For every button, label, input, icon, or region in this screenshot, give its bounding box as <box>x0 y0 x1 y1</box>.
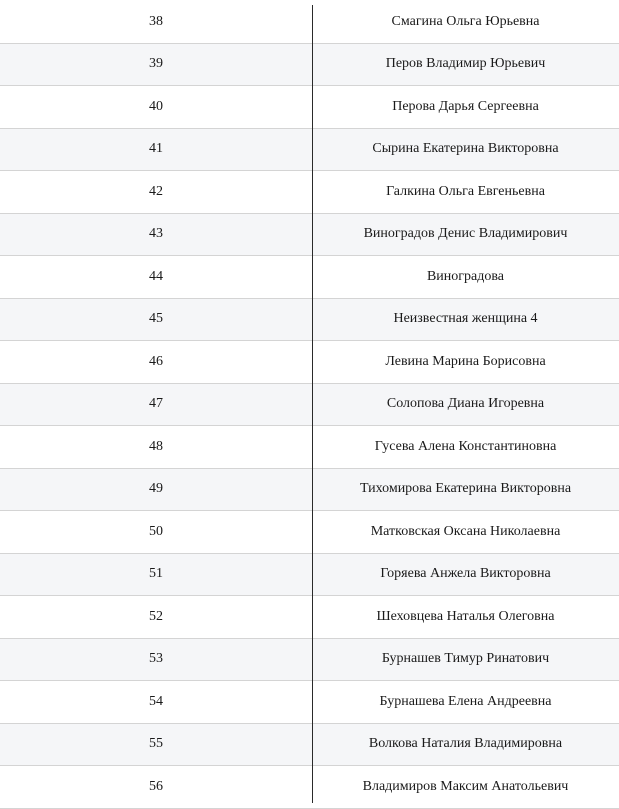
table-row <box>0 681 619 724</box>
person-name: Сырина Екатерина Викторовна <box>372 141 559 157</box>
row-number: 53 <box>149 651 163 667</box>
row-number: 40 <box>149 98 163 114</box>
row-number: 45 <box>149 311 163 327</box>
table-row <box>0 426 619 469</box>
person-name: Виноградова <box>426 268 505 284</box>
row-number: 55 <box>149 736 163 752</box>
table-row <box>0 171 619 214</box>
person-name: Горяева Анжела Викторовна <box>380 566 551 582</box>
row-number: 47 <box>149 396 163 412</box>
row-number: 38 <box>149 13 163 29</box>
person-name: Левина Марина Борисовна <box>385 353 546 369</box>
table-row <box>0 639 619 682</box>
table-row <box>0 596 619 639</box>
row-number: 52 <box>149 608 163 624</box>
person-name: Шеховцева Наталья Олеговна <box>376 608 555 624</box>
person-name: Владимиров Максим Анатольевич <box>362 778 569 794</box>
table-row <box>0 44 619 87</box>
person-name: Перова Дарья Сергеевна <box>392 98 539 114</box>
table-row <box>0 214 619 257</box>
person-name: Солопова Диана Игоревна <box>386 396 545 412</box>
person-name: Тихомирова Екатерина Викторовна <box>359 481 572 497</box>
table-row <box>0 256 619 299</box>
table-row <box>0 766 619 809</box>
row-number: 54 <box>149 693 163 709</box>
row-number: 39 <box>149 56 163 72</box>
person-name: Неизвестная женщина 4 <box>393 311 538 327</box>
person-name: Волкова Наталия Владимировна <box>368 736 563 752</box>
table-row <box>0 341 619 384</box>
table-row <box>0 299 619 342</box>
table-row <box>0 384 619 427</box>
person-name: Матковская Оксана Николаевна <box>370 523 561 539</box>
column-divider <box>312 5 313 803</box>
row-number: 43 <box>149 226 163 242</box>
table-row <box>0 469 619 512</box>
row-number: 51 <box>149 566 163 582</box>
row-number: 56 <box>149 778 163 794</box>
table-row <box>0 724 619 767</box>
person-name: Бурнашева Елена Андреевна <box>379 693 552 709</box>
table-row <box>0 129 619 172</box>
row-number: 44 <box>149 268 163 284</box>
table-row <box>0 86 619 129</box>
row-number: 46 <box>149 353 163 369</box>
table-row <box>0 554 619 597</box>
row-number: 48 <box>149 438 163 454</box>
person-name: Перов Владимир Юрьевич <box>385 56 546 72</box>
person-name: Галкина Ольга Евгеньевна <box>386 183 545 199</box>
row-number: 50 <box>149 523 163 539</box>
row-number: 49 <box>149 481 163 497</box>
row-number: 41 <box>149 141 163 157</box>
person-name: Виноградов Денис Владимирович <box>363 226 568 242</box>
row-number: 42 <box>149 183 163 199</box>
table-row <box>0 511 619 554</box>
table-row <box>0 1 619 44</box>
person-name: Смагина Ольга Юрьевна <box>391 13 540 29</box>
person-name: Гусева Алена Константиновна <box>374 438 557 454</box>
person-name: Бурнашев Тимур Ринатович <box>381 651 550 667</box>
